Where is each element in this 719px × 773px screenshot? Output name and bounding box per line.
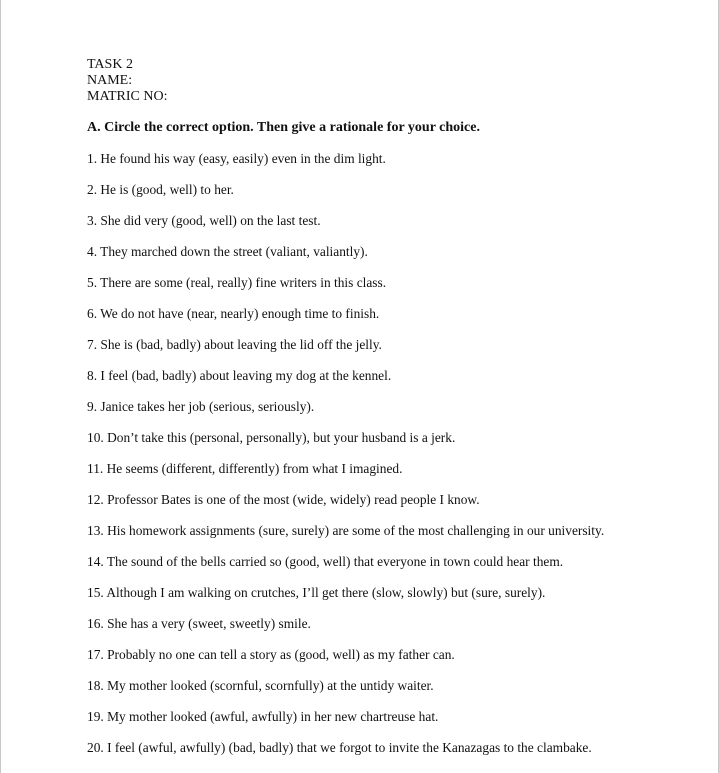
question-item: 2. He is (good, well) to her. — [87, 182, 234, 197]
question-item: 20. I feel (awful, awfully) (bad, badly) that we forgot to invite the Kanazagas to the clambake. — [87, 740, 592, 755]
question-item: 14. The sound of the bells carried so (good, well) that everyone in town could hear them. — [87, 554, 564, 569]
question-list — [87, 151, 707, 756]
document-content — [87, 57, 707, 756]
question-item: 17. Probably no one can tell a story as (good, well) as my father can. — [87, 647, 455, 662]
question-item: 15. Although I am walking on crutches, I’ll get there (slow, slowly) but (sure, surely). — [87, 585, 546, 600]
question-item: 6. We do not have (near, nearly) enough time to finish. — [87, 306, 380, 321]
question-item: 11. He seems (different, differently) from what I imagined. — [87, 461, 403, 476]
section-a-instruction: A. Circle the correct option. Then give a rationale for your choice. — [87, 120, 480, 135]
question-item: 13. His homework assignments (sure, surely) are some of the most challenging in our university. — [87, 523, 605, 538]
task-title: TASK 2 — [87, 57, 133, 72]
question-item: 9. Janice takes her job (serious, seriously). — [87, 399, 315, 414]
question-item: 7. She is (bad, badly) about leaving the lid off the jelly. — [87, 337, 382, 352]
question-item: 12. Professor Bates is one of the most (wide, widely) read people I know. — [87, 492, 480, 507]
question-item: 18. My mother looked (scornful, scornfully) at the untidy waiter. — [87, 678, 434, 693]
question-item: 5. There are some (real, really) fine writers in this class. — [87, 275, 387, 290]
question-item: 4. They marched down the street (valiant, valiantly). — [87, 244, 368, 259]
name-field-label: NAME: — [87, 73, 133, 88]
question-item: 10. Don’t take this (personal, personally), but your husband is a jerk. — [87, 430, 456, 445]
question-item: 19. My mother looked (awful, awfully) in her new chartreuse hat. — [87, 709, 439, 724]
matric-field-label: MATRIC NO: — [87, 89, 168, 104]
question-item: 3. She did very (good, well) on the last test. — [87, 213, 321, 228]
question-item: 8. I feel (bad, badly) about leaving my dog at the kennel. — [87, 368, 392, 383]
question-item: 1. He found his way (easy, easily) even in the dim light. — [87, 151, 386, 166]
question-item: 16. She has a very (sweet, sweetly) smile. — [87, 616, 311, 631]
